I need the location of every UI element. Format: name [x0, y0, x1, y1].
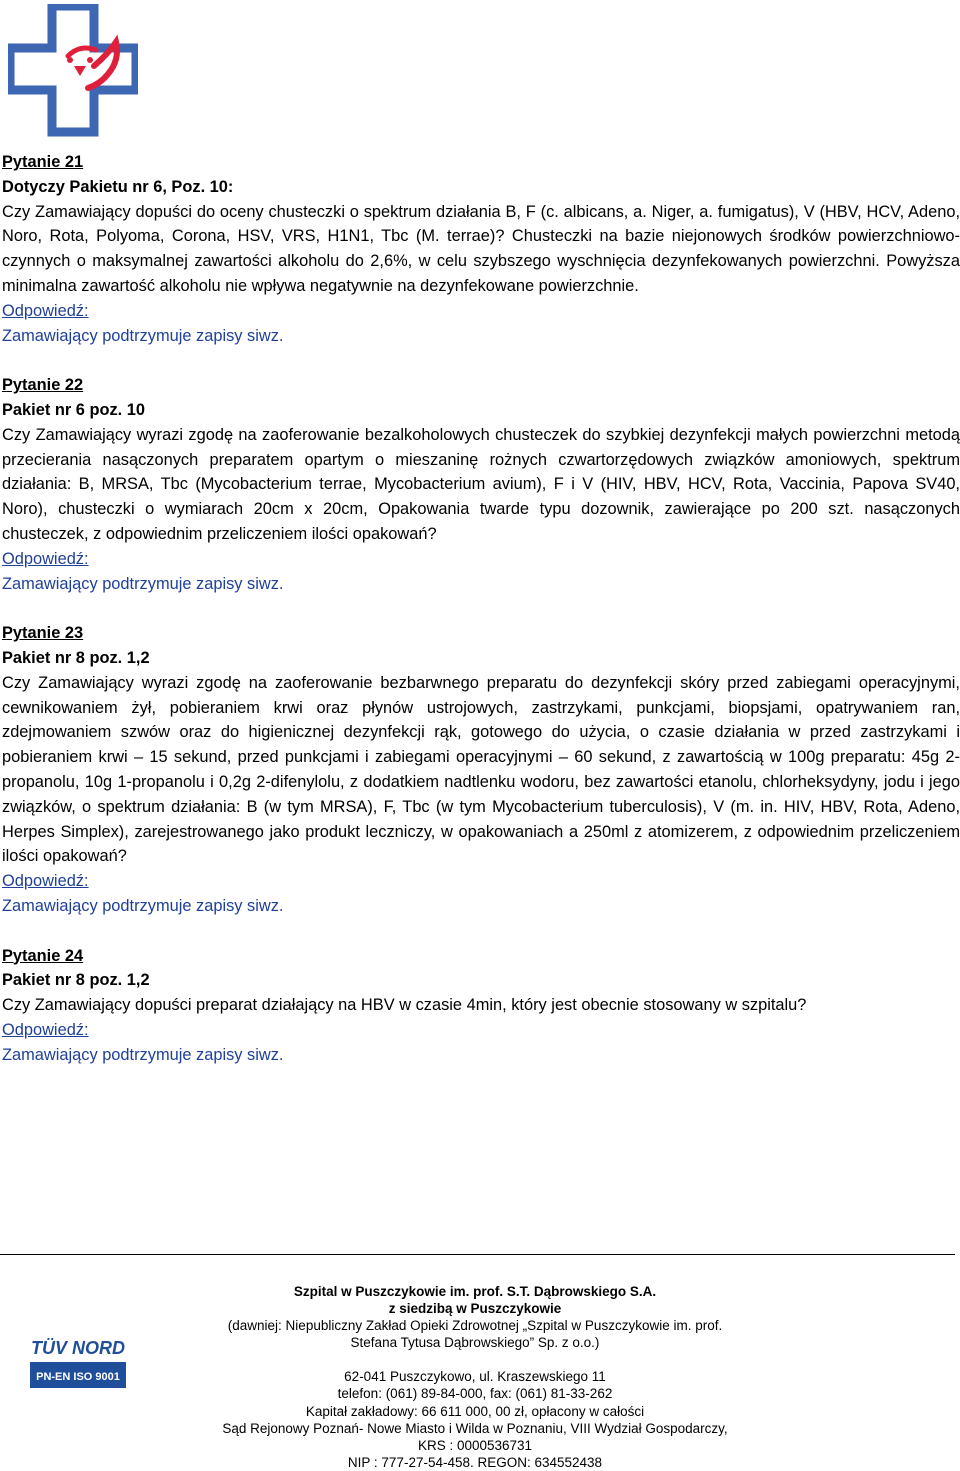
question-24 — [2, 944, 960, 1068]
question-reference: Pakiet nr 8 poz. 1,2 — [2, 648, 150, 667]
question-reference: Pakiet nr 6 poz. 10 — [2, 400, 146, 419]
question-title: Pytanie 24 — [2, 946, 84, 965]
question-21 — [2, 150, 960, 348]
address: 62-041 Puszczykowo, ul. Kraszewskiego 11 — [344, 1369, 606, 1385]
answer-text: Zamawiający podtrzymuje zapisy siwz. — [2, 574, 284, 593]
question-text: Czy Zamawiający dopuści preparat działający na HBV w czasie 4min, który jest obecnie stosowany w szpitalu? — [2, 996, 807, 1015]
answer-label: Odpowiedź: — [2, 301, 89, 320]
former-name-line-1: (dawniej: Niepubliczny Zakład Opieki Zdrowotnej „Szpital w Puszczykowie im. prof. — [227, 1318, 723, 1334]
question-text: Czy Zamawiający wyrazi zgodę na zaoferowanie bezalkoholowych chusteczek do szybkiej dezynfekcji małych powierzchni metodą przecierania nasączonych preparatem opartym o mieszaninę rożnych czwartorzędowych związków amoniowych, spektrum działania: B, MRSA, Tbc (Mycobacterium terrae, Mycobacterium avium), F i V (HIV, HBV, HCV, Rota, Vaccinia, Papova SV40, Noro), chusteczki o wymiarach 20cm x 20cm, Opakowania twarde typu dozownik, zawierające po 200 szt. nasączonych chusteczek, z odpowiednim przeliczeniem ilości opakowań? — [2, 425, 960, 543]
answer-label: Odpowiedź: — [2, 549, 89, 568]
krs-number: KRS : 0000536731 — [417, 1437, 533, 1453]
tuv-nord-certification-logo — [30, 1330, 126, 1390]
answer-text: Zamawiający podtrzymuje zapisy siwz. — [2, 896, 284, 915]
question-text: Czy Zamawiający wyrazi zgodę na zaoferowanie bezbarwnego preparatu do dezynfekcji skóry przed zabiegami operacyjnymi, cewnikowaniem żył, pobieraniem krwi oraz płynów ustrojowych, zastrzykami, punkcjami, biopsjami, opatrywaniem ran, zdejmowaniem szwów oraz do higienicznej dezynfekcji rąk, gotowego do użycia, o czasie działania w przed zastrzykami i pobieraniem krwi – 15 sekund, przed punkcjami i zabiegami operacyjnymi – 60 sekund, z zawartością w 100g preparatu: 45g 2-propanolu, 10g 1-propanolu i 0,2g 2-difenylolu, z dodatkiem nadtlenku wodoru, bez zawartości etanolu, chlorheksydyny, jodu i jego związków, o spektrum działania: B (w tym MRSA), F, Tbc (w tym Mycobacterium tuberculosis), V (m. in. HIV, HBV, Rota, Adeno, Herpes Simplex), zarejestrowanego jako produkt leczniczy, w opakowaniach a 250ml z atomizerem, z odpowiednim przeliczeniem ilości opakowań? — [2, 673, 960, 866]
answer-label: Odpowiedź: — [2, 872, 89, 891]
footer — [150, 1283, 800, 1471]
question-text-lead: Czy Zamawiający dopuści do oceny chusteczki o spektrum działania B, F (c. albicans, a. Niger, a. fumigatus), V (HBV, HCV, Adeno, Noro, Rota, Polyoma, Corona, HSV, VRS, H1N1, Tbc (M. terrae)? — [2, 202, 960, 246]
hospital-name: Szpital w Puszczykowie im. prof. S.T. Dąbrowskiego S.A. — [293, 1284, 657, 1299]
document-body — [2, 150, 960, 1092]
nip-regon: NIP : 777-27-54-458. REGON: 634552438 — [347, 1454, 603, 1470]
footer-divider — [0, 1254, 955, 1255]
question-22 — [2, 373, 960, 596]
answer-text: Zamawiający podtrzymuje zapisy siwz. — [2, 1045, 284, 1064]
share-capital: Kapitał zakładowy: 66 611 000, 00 zł, opłacony w całości — [305, 1403, 645, 1419]
question-reference: Dotyczy Pakietu nr 6, Poz. 10: — [2, 177, 234, 196]
hospital-seat: z siedzibą w Puszczykowie — [388, 1301, 562, 1317]
question-title: Pytanie 22 — [2, 376, 84, 395]
iso-certificate-text: PN-EN ISO 9001 — [36, 1371, 120, 1383]
question-text-rest: Chusteczki na bazie niejonowych środków powierzchniowo-czynnych o maksymalnej zawartości alkoholu do 2,6%, w celu szybszego wyschnięcia dezynfekowanych powierzchni. Powyższa minimalna zawartość alkoholu nie wpływa negatywnie na dezynfekowane powierzchnie. — [2, 227, 960, 295]
answer-text: Zamawiający podtrzymuje zapisy siwz. — [2, 326, 284, 345]
question-title: Pytanie 23 — [2, 624, 84, 643]
tuv-nord-logo-text: TÜV NORD — [31, 1338, 125, 1358]
phone-fax: telefon: (061) 89-84-000, fax: (061) 81-33-262 — [337, 1386, 613, 1402]
question-title: Pytanie 21 — [2, 153, 84, 171]
former-name-line-2: Stefana Tytusa Dąbrowskiego” Sp. z o.o.) — [350, 1335, 600, 1351]
question-text — [2, 200, 960, 299]
registry-court: Sąd Rejonowy Poznań- Nowe Miasto i Wilda w Poznaniu, VIII Wydział Gospodarczy, — [222, 1420, 728, 1436]
question-reference: Pakiet nr 8 poz. 1,2 — [2, 971, 150, 990]
question-23 — [2, 621, 960, 919]
answer-label: Odpowiedź: — [2, 1020, 89, 1039]
hospital-cross-logo-icon — [8, 4, 138, 139]
